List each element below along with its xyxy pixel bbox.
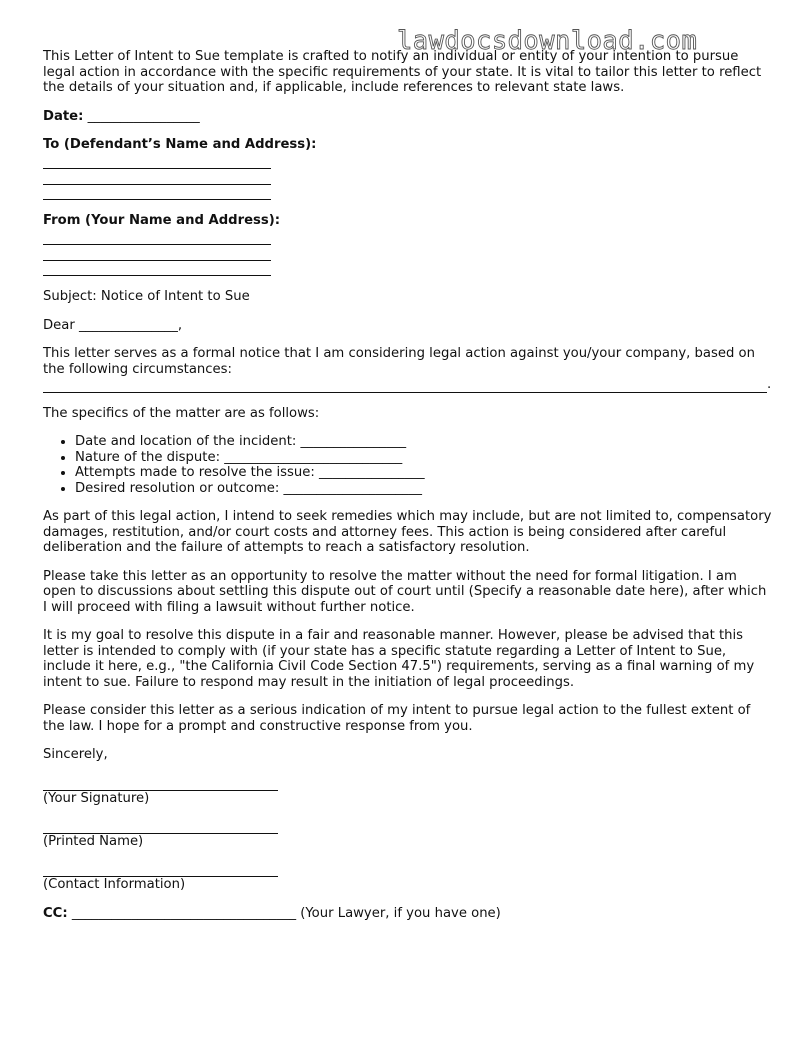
consider-paragraph: Please consider this letter as a serious indication of my intent to pursue legal action to the fullest extent of the law. I hope for a prompt and constructive response from you. bbox=[43, 703, 751, 734]
intro-paragraph: This Letter of Intent to Sue template is crafted to notify an individual or entity of your intention to pursue legal action in accordance with the specific requirements of your state. It is vital to tailor this letter to reflect the details of your situation and, if applicable, include references to relevant state laws. bbox=[43, 49, 762, 95]
contact-block bbox=[43, 862, 773, 893]
circumstances-line bbox=[43, 377, 773, 393]
printed-name-caption: (Printed Name) bbox=[43, 834, 144, 849]
from-line bbox=[43, 245, 271, 261]
printed-name-line bbox=[43, 819, 278, 835]
from-label: From (Your Name and Address): bbox=[43, 213, 281, 228]
cc-label: CC: bbox=[43, 905, 68, 921]
from-address-lines bbox=[43, 230, 773, 277]
remedies-paragraph: As part of this legal action, I intend to seek remedies which may include, but are not limited to, compensatory damages, restitution, and/or court costs and attorney fees. This action is being considered after careful deliberation and the failure of attempts to reach a satisfactory resolution. bbox=[43, 509, 772, 555]
contact-line bbox=[43, 862, 278, 878]
letter-document bbox=[43, 49, 773, 921]
opportunity-paragraph: Please take this letter as an opportunity to resolve the matter without the need for formal litigation. I am open to discussions about settling this dispute out of court until (Specify a reasonable date here), after which I will proceed with filing a lawsuit without further notice. bbox=[43, 568, 767, 615]
to-line bbox=[43, 154, 271, 170]
contact-caption: (Contact Information) bbox=[43, 877, 186, 892]
to-line bbox=[43, 185, 271, 201]
cc-note: (Your Lawyer, if you have one) bbox=[300, 905, 501, 921]
date-blank: _________________ bbox=[87, 108, 200, 124]
closing: Sincerely, bbox=[43, 747, 108, 762]
circumstances-period: . bbox=[767, 377, 772, 392]
signature-caption: (Your Signature) bbox=[43, 791, 150, 806]
to-line bbox=[43, 169, 271, 185]
cc-row bbox=[43, 906, 773, 922]
date-row bbox=[43, 109, 773, 125]
list-item: • Nature of the dispute: ___________________________ bbox=[75, 450, 773, 466]
to-label: To (Defendant’s Name and Address): bbox=[43, 137, 317, 152]
cc-blank: __________________________________ bbox=[71, 905, 297, 921]
list-item: • Date and location of the incident: ________________ bbox=[75, 434, 773, 450]
printed-name-block bbox=[43, 819, 773, 850]
salutation: Dear _______________, bbox=[43, 317, 183, 333]
goal-paragraph: It is my goal to resolve this dispute in a fair and reasonable manner. However, please be advised that this letter is intended to comply with (if your state has a specific statute regarding a Letter of Intent to Sue, include it here, e.g., "the California Civil Code Section 47.5") requirements, serving as a final warning of my intent to sue. Failure to respond may result in the initiation of legal proceedings. bbox=[43, 628, 755, 690]
specifics-list bbox=[43, 434, 773, 496]
watermark: lawdocsdownload.com bbox=[397, 26, 698, 56]
circumstances-rule bbox=[43, 378, 767, 393]
from-line bbox=[43, 261, 271, 277]
from-line bbox=[43, 230, 271, 246]
subject-line: Subject: Notice of Intent to Sue bbox=[43, 289, 250, 304]
specifics-intro: The specifics of the matter are as follows: bbox=[43, 405, 320, 421]
to-address-lines bbox=[43, 154, 773, 201]
date-label: Date: bbox=[43, 108, 84, 124]
list-item: • Attempts made to resolve the issue: ________________ bbox=[75, 465, 773, 481]
signature-line bbox=[43, 776, 278, 792]
signature-block bbox=[43, 776, 773, 807]
list-item: • Desired resolution or outcome: _____________________ bbox=[75, 481, 773, 497]
notice-paragraph: This letter serves as a formal notice that I am considering legal action against you/your company, based on the following circumstances: bbox=[43, 346, 755, 377]
